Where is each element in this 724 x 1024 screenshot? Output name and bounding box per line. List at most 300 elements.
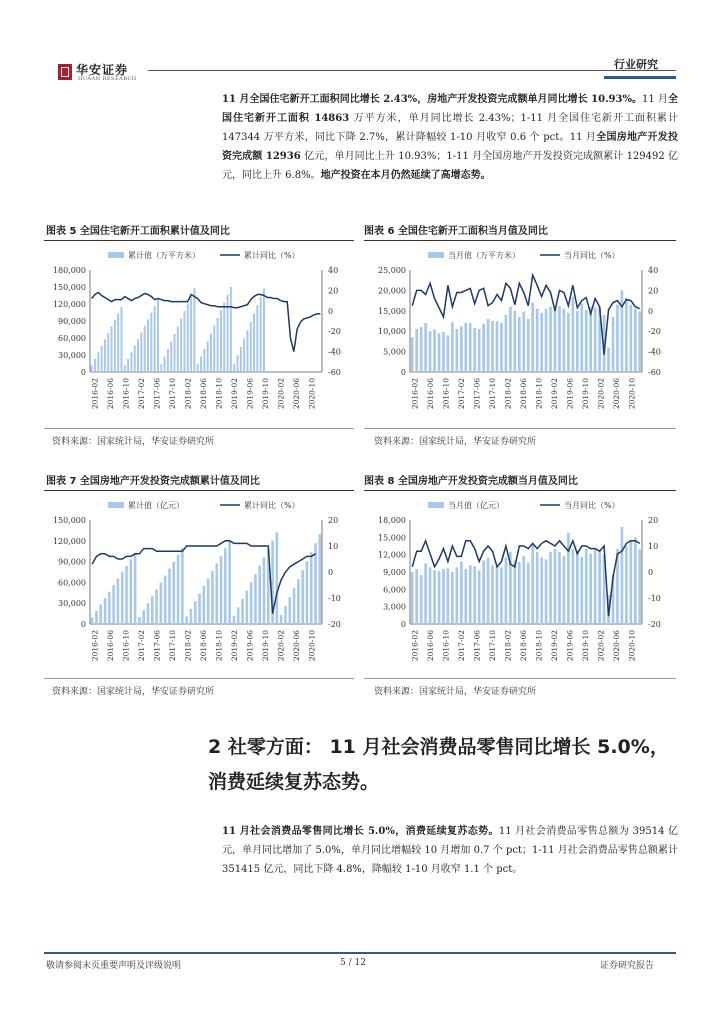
figure-6-title: 图表 6 全国住宅新开工面积当月值及同比 [364, 226, 548, 237]
x-tick-label: 2020-06 [291, 378, 301, 410]
para2-text: 11 月社会消费品零售总额为 39514 亿元，单月同比增加了 5.0%，单月同比增幅较 10 月增加 0.7 个 pct；1-11 月社会消费品零售总额累计 351415 亿元，同比下降 4.8%，降幅较 1-10 月收窄 1.1 个 pct。 [222, 826, 678, 875]
y-left-tick-label: 150,000 [52, 516, 86, 525]
bar [140, 332, 142, 372]
legend-label-bar: 累计值（万平方米） [128, 251, 200, 260]
x-tick-label: 2019-02 [549, 378, 559, 410]
x-tick-label: 2019-10 [260, 630, 270, 662]
legend-label-line: 当月同比（%） [564, 251, 620, 260]
y-left-tick-label: 150,000 [52, 283, 86, 292]
bar [246, 591, 249, 624]
x-tick-label: 2017-06 [472, 630, 482, 662]
para1-bold-4: 地产投资在本月仍然延续了高增态势。 [320, 170, 491, 181]
y-right-tick-label: 20 [328, 516, 339, 525]
bar [491, 565, 494, 624]
y-right-tick-label: 0 [648, 568, 654, 577]
y-left-tick-label: 60,000 [58, 578, 86, 588]
bar [545, 309, 548, 372]
bar [469, 323, 472, 372]
bar [514, 560, 517, 624]
bar [514, 311, 517, 372]
bar [478, 570, 481, 624]
bar [527, 319, 530, 372]
bar [254, 574, 257, 624]
bar [104, 598, 107, 624]
bar [237, 607, 240, 624]
figure-5-rule [44, 240, 354, 241]
bar [451, 322, 454, 372]
y-right-tick-label: 40 [328, 266, 339, 275]
bar [576, 550, 579, 624]
x-tick-label: 2018-10 [534, 378, 544, 410]
bar [612, 317, 615, 372]
bar [496, 566, 499, 624]
bar [424, 563, 427, 624]
chart-fig8 [364, 494, 676, 674]
bar [293, 588, 296, 624]
legend-swatch-bar [108, 252, 124, 258]
y-left-tick-label: 15,000 [378, 306, 406, 316]
x-tick-label: 2017-06 [472, 378, 482, 410]
x-tick-label: 2016-10 [121, 378, 131, 410]
y-left-tick-label: 20,000 [378, 286, 406, 296]
bar [217, 318, 219, 372]
footer-report-type: 证券研究报告 [600, 961, 655, 971]
y-left-tick-label: 0 [80, 620, 86, 629]
y-left-tick-label: 60,000 [58, 334, 86, 343]
bar [197, 364, 199, 372]
x-tick-label: 2018-06 [519, 378, 528, 410]
bar [482, 324, 485, 372]
bar [194, 601, 197, 624]
bar [177, 555, 180, 624]
bar [117, 313, 119, 372]
x-tick-label: 2020-02 [596, 378, 606, 410]
bar [223, 302, 225, 372]
bar [585, 549, 588, 624]
legend-label-bar: 当月值（亿元） [448, 501, 504, 510]
y-left-tick-label: 6,000 [383, 585, 406, 595]
bar [505, 558, 508, 624]
bar [250, 582, 253, 624]
bar [554, 306, 557, 372]
bar [127, 359, 129, 372]
bar [500, 323, 503, 372]
x-tick-label: 2019-06 [565, 630, 575, 662]
bar [198, 594, 201, 624]
y-left-tick-label: 90,000 [58, 317, 86, 326]
bar [518, 562, 521, 624]
bar [319, 534, 322, 624]
bar [108, 592, 111, 624]
chart-fig6 [364, 244, 676, 422]
bar [117, 579, 120, 624]
bar [112, 585, 115, 624]
x-tick-label: 2019-02 [549, 630, 559, 662]
header-accent-bar [604, 76, 676, 79]
x-tick-label: 2017-02 [137, 630, 147, 662]
bar [411, 337, 414, 372]
y-left-tick-label: 15,000 [378, 533, 406, 543]
bar [536, 552, 539, 624]
para1-number-2: 12936 [262, 151, 305, 162]
bar [97, 352, 99, 372]
bar [297, 579, 300, 624]
y-right-tick-label: -60 [328, 368, 341, 377]
bar [518, 317, 521, 372]
bar [616, 305, 619, 372]
bar [621, 290, 624, 372]
bar [130, 352, 132, 372]
bar [415, 329, 418, 372]
bar [180, 319, 182, 372]
bar [420, 575, 423, 624]
bar [460, 326, 463, 372]
bar [549, 307, 552, 372]
bar [572, 549, 575, 624]
bar [536, 309, 539, 372]
bar [233, 364, 235, 372]
bar [460, 562, 463, 624]
bar [142, 610, 145, 624]
para1-text-1: 11 月 [642, 94, 668, 105]
bar [99, 605, 102, 624]
x-tick-label: 2018-06 [519, 630, 528, 662]
bar [522, 312, 525, 372]
bar [91, 618, 94, 624]
para1-text-2: 万平方米，单月同比增长 2.43%；1-11 月全国住宅新开工面积累计 147344 万平方米，同比下降 2.7%，累计降幅较 1-10 月收窄 0.6 个 pct。11 月 [222, 113, 678, 143]
x-tick-label: 2018-02 [503, 378, 513, 410]
bar [125, 566, 128, 624]
bar [598, 550, 601, 624]
chart-fig7 [44, 494, 356, 674]
footer-disclaimer: 敬请参阅末页重要声明及评级说明 [46, 961, 182, 971]
figure-7-title: 图表 7 全国房地产开发投资完成额累计值及同比 [46, 476, 260, 487]
bar [473, 566, 476, 624]
x-tick-label: 2017-10 [168, 630, 178, 662]
y-right-tick-label: -40 [328, 347, 341, 357]
paragraph-retail [222, 822, 678, 879]
bar [438, 333, 441, 372]
header-tag: 行业研究 [614, 58, 658, 71]
bar [464, 323, 467, 372]
x-tick-label: 2017-06 [152, 378, 162, 410]
y-right-tick-label: -20 [648, 327, 661, 337]
bar [594, 308, 597, 372]
bar [540, 313, 543, 372]
y-right-tick-label: -40 [648, 347, 661, 357]
x-tick-label: 2016-10 [121, 630, 131, 662]
series-line [92, 292, 321, 351]
x-tick-label: 2016-10 [441, 378, 451, 410]
figure-8-bottom-rule [364, 678, 676, 679]
bar [473, 328, 476, 372]
bar [150, 313, 152, 372]
bar [246, 330, 248, 372]
bar [160, 582, 163, 624]
y-right-tick-label: 20 [648, 286, 659, 296]
x-tick-label: 2017-10 [168, 378, 178, 410]
x-tick-label: 2020-10 [307, 378, 317, 410]
y-right-tick-label: -60 [648, 368, 661, 377]
bar [243, 339, 245, 372]
figure-8-rule [364, 490, 676, 491]
footer-page-number: 5 / 12 [340, 958, 366, 968]
bar [256, 305, 258, 372]
bar [522, 556, 525, 624]
bar [147, 603, 150, 624]
bar [487, 558, 490, 624]
bar [531, 544, 534, 624]
figure-5-title: 图表 5 全国住宅新开工面积累计值及同比 [46, 226, 230, 237]
series-line [412, 275, 640, 355]
para1-text-3: 亿元，单月同比上升 10.93%；1-11 月全国房地产开发投资完成额累计 129492 亿元，同比上升 6.8%。 [222, 151, 678, 181]
figure-8-source: 资料来源：国家统计局，华安证券研究所 [374, 687, 537, 697]
x-tick-label: 2020-10 [627, 378, 637, 410]
bar [138, 617, 141, 624]
bar [496, 321, 499, 372]
x-tick-label: 2016-02 [410, 378, 420, 410]
bar [147, 319, 149, 372]
bar [288, 597, 291, 624]
bar [491, 321, 494, 372]
bar [220, 310, 222, 372]
x-tick-label: 2017-02 [137, 378, 147, 410]
series-line [412, 541, 640, 616]
y-left-tick-label: 9,000 [383, 568, 406, 577]
bar [638, 311, 641, 372]
y-left-tick-label: 30,000 [58, 599, 86, 609]
y-right-tick-label: 20 [328, 286, 339, 296]
x-tick-label: 2019-06 [565, 378, 575, 410]
x-tick-label: 2019-10 [580, 378, 590, 410]
x-tick-label: 2019-02 [229, 630, 239, 662]
bar [625, 546, 628, 624]
bar [310, 552, 313, 624]
y-left-tick-label: 120,000 [52, 300, 86, 309]
header-divider [148, 70, 676, 71]
bar [429, 331, 432, 372]
bar [585, 310, 588, 372]
x-tick-label: 2020-02 [276, 630, 286, 662]
y-right-tick-label: 0 [328, 568, 334, 577]
x-tick-label: 2020-10 [627, 630, 637, 662]
bar [91, 365, 93, 372]
bar [230, 287, 232, 372]
bar [120, 307, 122, 372]
bar [567, 533, 570, 624]
bar [500, 567, 503, 624]
bar [111, 326, 113, 372]
para1-bold-lead: 11 月全国住宅新开工面积同比增长 2.43%，房地产开发投资完成额单月同比增长 10.93%。 [222, 94, 643, 105]
bar [580, 557, 583, 624]
bar [174, 334, 176, 372]
bar [527, 563, 530, 624]
bar [134, 553, 137, 624]
x-tick-label: 2017-10 [488, 378, 498, 410]
bar [157, 299, 159, 372]
para1-bold-2: 全国住宅新开工面积 [222, 94, 678, 124]
bar [170, 342, 172, 373]
bar [572, 297, 575, 372]
bar [253, 314, 255, 372]
x-tick-label: 2018-06 [199, 378, 208, 410]
figure-6-source: 资料来源：国家统计局，华安证券研究所 [374, 437, 537, 447]
figure-5-source: 资料来源：国家统计局，华安证券研究所 [52, 437, 215, 447]
y-left-tick-label: 5,000 [383, 347, 406, 357]
y-left-tick-label: 3,000 [383, 602, 406, 612]
bar [558, 306, 561, 372]
bar [442, 332, 445, 372]
bar [130, 559, 133, 624]
logo-text: 华安证券 [76, 63, 129, 77]
bar [177, 326, 179, 372]
x-tick-label: 2018-02 [183, 378, 193, 410]
x-tick-label: 2018-10 [214, 378, 224, 410]
x-tick-label: 2016-10 [441, 630, 451, 662]
y-left-tick-label: 12,000 [378, 550, 406, 560]
x-tick-label: 2017-10 [488, 630, 498, 662]
bar [567, 313, 570, 372]
bar [164, 576, 167, 624]
bar [95, 611, 98, 624]
footer-divider [44, 952, 676, 954]
bar [531, 303, 534, 372]
x-tick-label: 2017-06 [152, 630, 162, 662]
bar [634, 537, 637, 624]
bar [203, 586, 206, 624]
bar [183, 311, 185, 372]
y-right-tick-label: -10 [648, 594, 661, 603]
figure-7-source: 资料来源：国家统计局，华安证券研究所 [52, 687, 215, 697]
x-tick-label: 2018-10 [214, 630, 224, 662]
y-right-tick-label: -20 [328, 327, 341, 337]
y-right-tick-label: -20 [328, 620, 341, 629]
bar [260, 297, 262, 372]
figure-6-bottom-rule [364, 428, 676, 429]
bar [240, 347, 242, 372]
bar [589, 554, 592, 624]
page-header [48, 56, 676, 80]
bar [487, 319, 490, 372]
legend-label-line: 累计同比（%） [244, 251, 300, 260]
x-tick-label: 2016-06 [426, 378, 436, 410]
bar [263, 289, 265, 372]
legend-label-bar: 当月值（万平方米） [448, 251, 520, 260]
bar [280, 615, 283, 624]
y-left-tick-label: 0 [400, 368, 406, 377]
bar [203, 349, 205, 372]
bar [314, 543, 317, 624]
y-right-tick-label: -20 [648, 620, 661, 629]
x-tick-label: 2016-06 [106, 630, 116, 662]
logo-icon [58, 64, 72, 80]
bar [137, 339, 139, 372]
x-tick-label: 2019-06 [245, 630, 255, 662]
x-tick-label: 2016-06 [106, 378, 116, 410]
bar [241, 599, 244, 624]
bar [107, 333, 109, 372]
bar [207, 341, 209, 372]
y-left-tick-label: 120,000 [52, 536, 86, 546]
figure-7-bottom-rule [44, 678, 354, 679]
x-tick-label: 2020-06 [291, 630, 301, 662]
bar [447, 569, 450, 624]
bar [634, 309, 637, 372]
y-right-tick-label: 0 [648, 306, 654, 316]
bar [193, 288, 195, 372]
bar [411, 572, 414, 624]
bar [228, 541, 231, 624]
y-right-tick-label: 0 [328, 306, 334, 316]
y-left-tick-label: 0 [80, 368, 86, 377]
para1-number-1: 14863 [309, 113, 354, 124]
y-right-tick-label: -10 [328, 594, 341, 603]
bar [563, 309, 566, 372]
legend-swatch-bar [428, 252, 444, 258]
bar [258, 566, 261, 624]
figure-6-rule [364, 240, 676, 241]
bar [284, 606, 287, 624]
bar [576, 311, 579, 372]
bar [447, 335, 450, 372]
y-right-tick-label: 20 [648, 516, 659, 525]
bar [213, 326, 215, 372]
bar [263, 557, 266, 624]
bar [250, 322, 252, 372]
y-left-tick-label: 18,000 [378, 516, 406, 525]
bar [167, 349, 169, 372]
y-left-tick-label: 10,000 [378, 327, 406, 337]
bar [306, 561, 309, 624]
bar [233, 616, 236, 624]
x-tick-label: 2018-06 [199, 630, 208, 662]
y-right-tick-label: 10 [328, 542, 339, 551]
bar [211, 571, 214, 624]
x-tick-label: 2018-10 [534, 630, 544, 662]
bar [190, 296, 192, 372]
legend-swatch-bar [428, 502, 444, 508]
bar [509, 307, 512, 372]
bar [185, 616, 188, 624]
bar [154, 306, 156, 372]
bar [187, 303, 189, 372]
bar [420, 327, 423, 372]
para1-bold-3: 全国房地产开发投资完成额 [222, 132, 679, 162]
bar [144, 326, 146, 372]
x-tick-label: 2018-02 [183, 630, 193, 662]
bar [215, 563, 218, 624]
x-tick-label: 2019-10 [260, 378, 270, 410]
y-left-tick-label: 30,000 [58, 351, 86, 360]
bar [301, 570, 304, 624]
bar [220, 556, 223, 624]
x-tick-label: 2020-02 [276, 378, 286, 410]
figure-7-rule [44, 490, 354, 491]
bar [155, 589, 158, 624]
bar [236, 355, 238, 372]
section-heading: 2 社零方面： 11 月社会消费品零售同比增长 5.0%，消费延续复苏态势。 [208, 736, 669, 793]
bar [456, 329, 459, 372]
bar [638, 549, 641, 624]
legend-label-line: 当月同比（%） [564, 501, 620, 510]
x-tick-label: 2016-02 [90, 630, 100, 662]
legend-label-line: 累计同比（%） [244, 501, 300, 510]
y-left-tick-label: 90,000 [58, 557, 86, 567]
bar [94, 359, 96, 372]
x-tick-label: 2018-02 [503, 630, 513, 662]
y-right-tick-label: 10 [648, 542, 659, 551]
bar [200, 357, 202, 372]
